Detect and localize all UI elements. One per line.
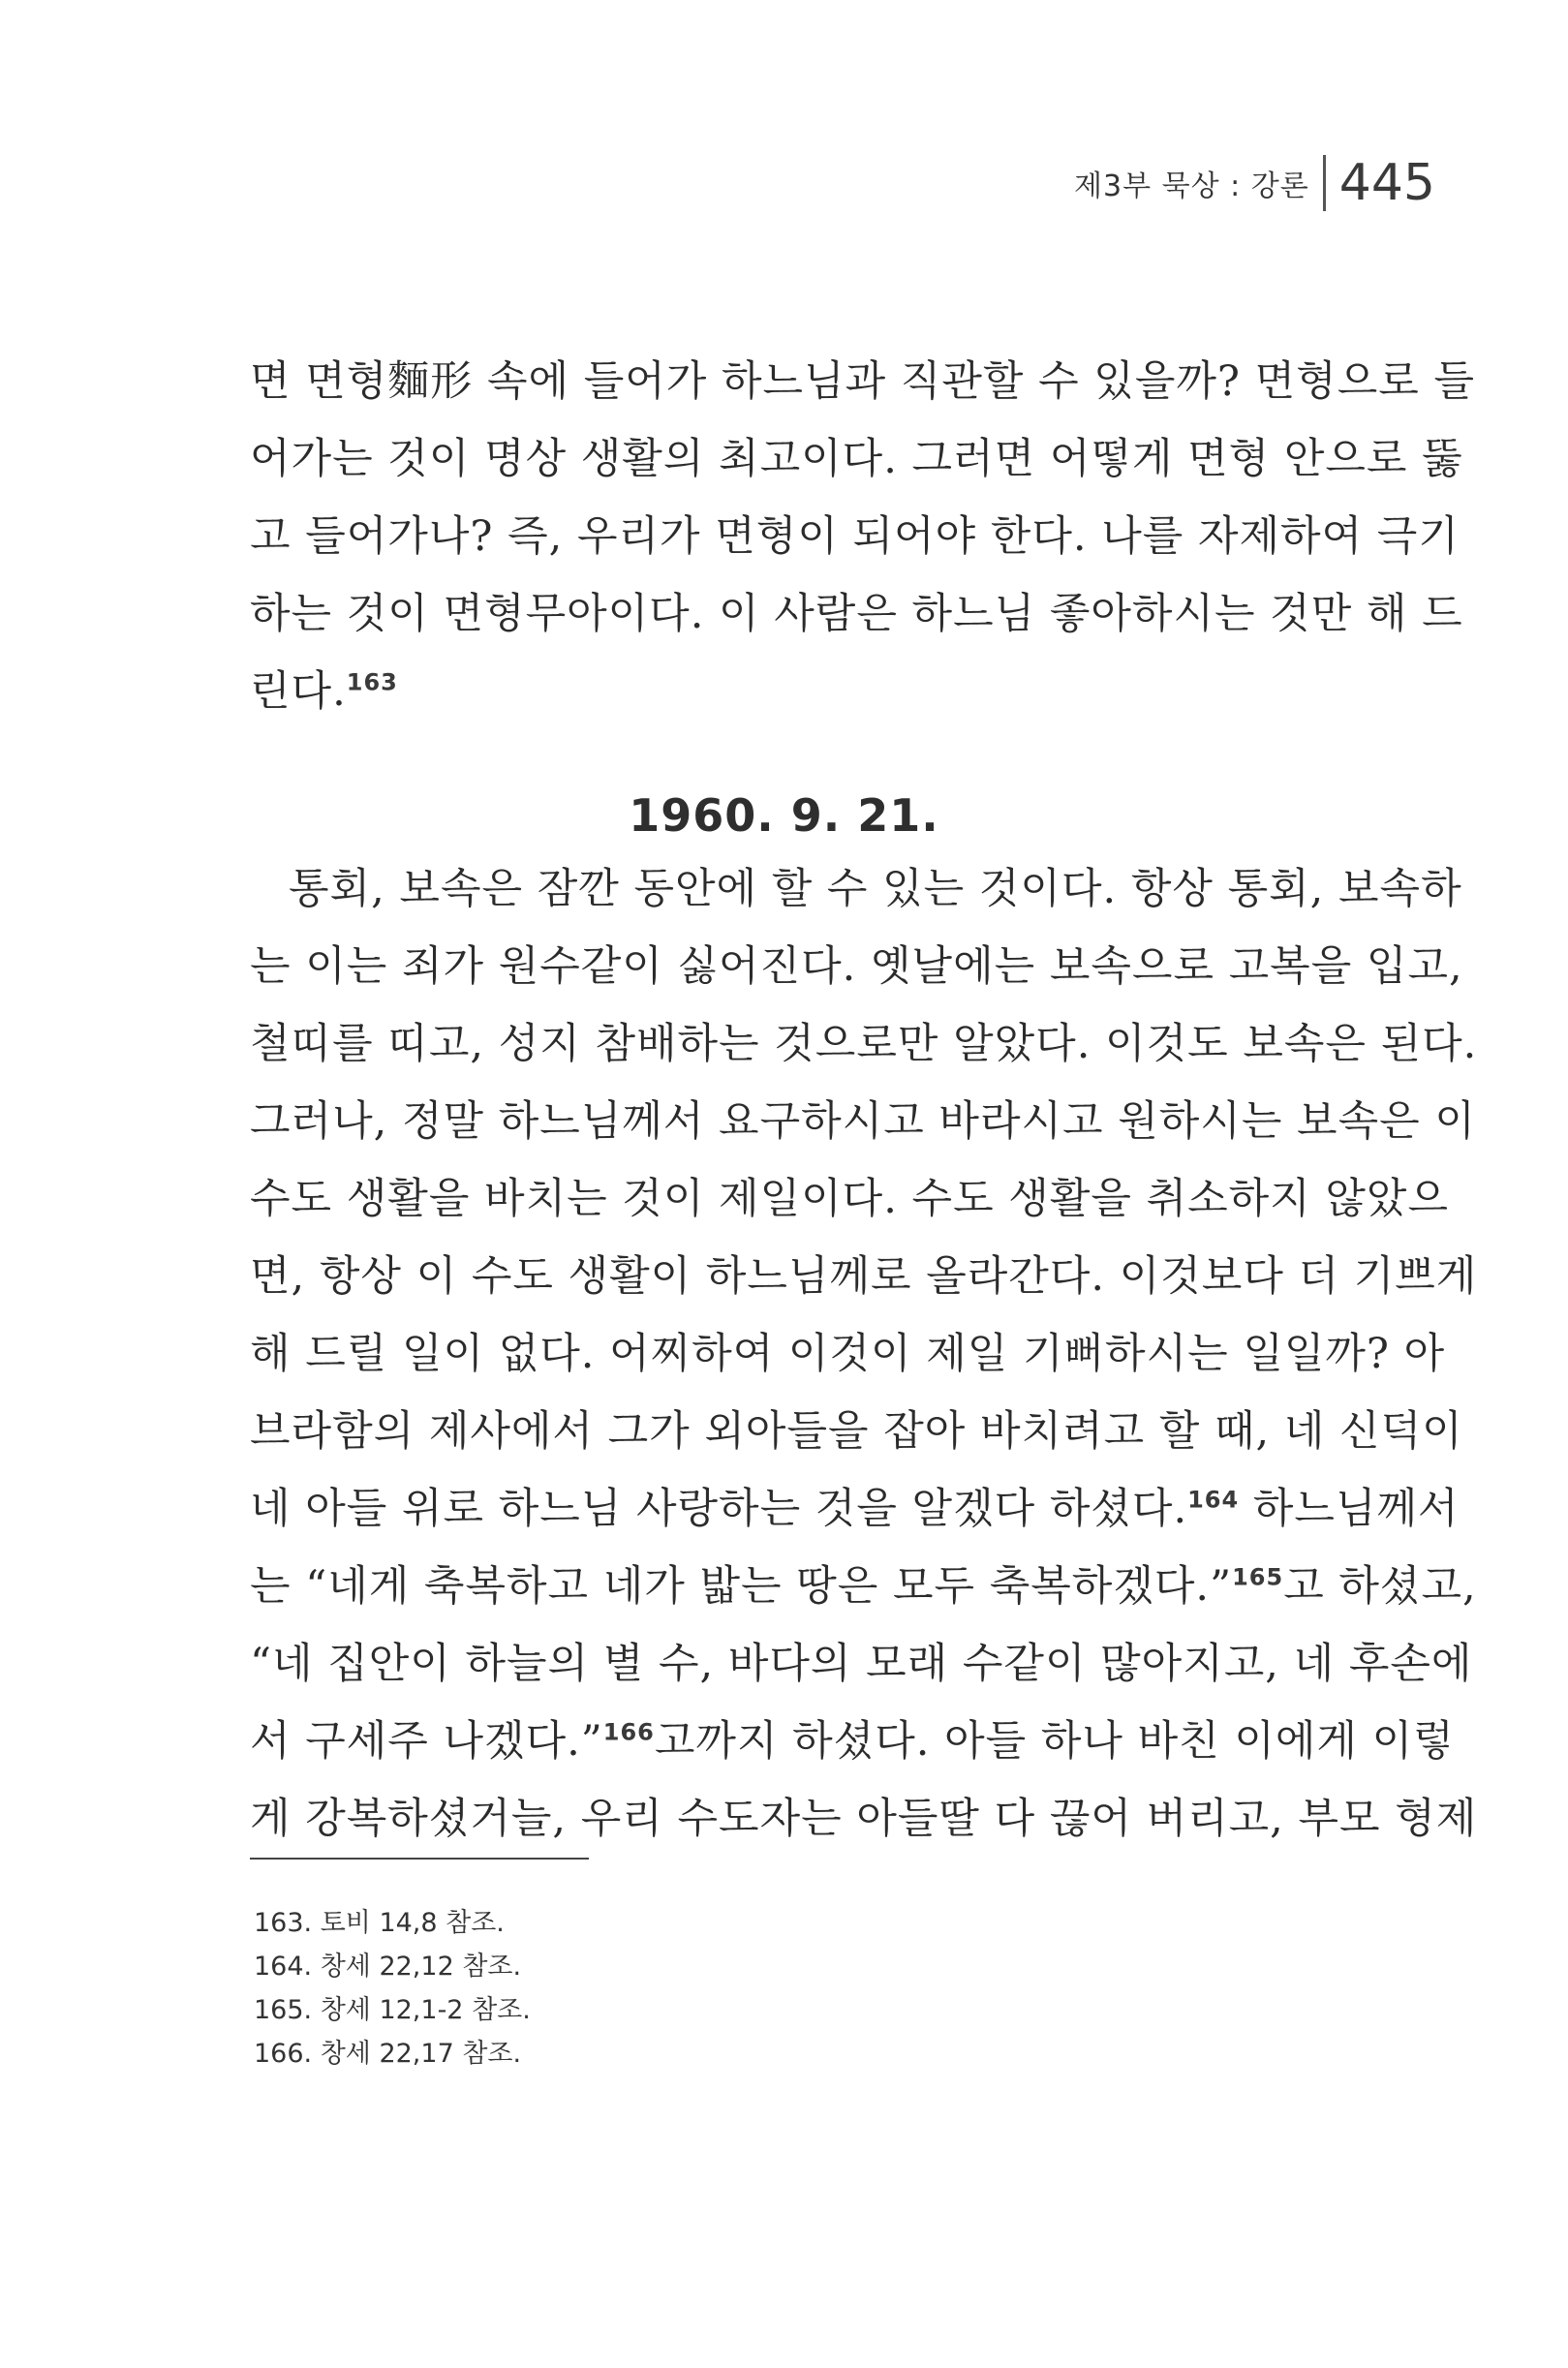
- text-line: 통회, 보속은 잠깐 동안에 할 수 있는 것이다. 항상 통회, 보속하: [289, 865, 1462, 913]
- text-line: [250, 653, 1323, 730]
- header-divider: [1323, 155, 1326, 211]
- footnote-divider: [250, 1858, 589, 1860]
- text-line: 면 면형麵形 속에 들어가 하느님과 직관할 수 있을까? 면형으로 들: [250, 357, 1475, 406]
- text-line: 면, 항상 이 수도 생활이 하느님께로 올라간다. 이것보다 더 기쁘게: [250, 1252, 1478, 1301]
- footnote-ref-164: 164: [1187, 1486, 1240, 1514]
- footnote-ref-165: 165: [1232, 1563, 1284, 1591]
- text-line: [250, 1548, 1477, 1625]
- footnotes: [254, 1901, 1029, 2076]
- text-line: 해 드릴 일이 없다. 어찌하여 이것이 제일 기뻐하시는 일일까? 아: [250, 1330, 1446, 1378]
- text-span: 린다.: [250, 667, 347, 716]
- paragraph-continued: [250, 343, 1475, 730]
- text-span: 네 아들 위로 하느님 사랑하는 것을 알겠다 하셨다.: [250, 1485, 1188, 1533]
- text-line: 게 강복하셨거늘, 우리 수도자는 아들딸 다 끊어 버리고, 부모 형제: [250, 1795, 1478, 1843]
- text-line: 고 들어가나? 즉, 우리가 면형이 되어야 한다. 나를 자제하여 극기: [250, 512, 1460, 561]
- paragraph-main: [250, 850, 1478, 1858]
- footnote-ref-163: 163: [346, 668, 398, 696]
- text-line: [250, 1703, 1455, 1780]
- text-line: 브라함의 제사에서 그가 외아들을 잡아 바치려고 할 때, 네 신덕이: [250, 1407, 1463, 1456]
- footnote-163: 163. 토비 14,8 참조.: [254, 1908, 505, 1938]
- text-line: “네 집안이 하늘의 별 수, 바다의 모래 수같이 많아지고, 네 후손에: [250, 1640, 1473, 1688]
- text-span: 하느님께서: [1239, 1485, 1460, 1533]
- footnote-165: 165. 창세 12,1-2 참조.: [254, 1995, 531, 2025]
- running-title: 제3부 묵상 : 강론: [1074, 169, 1309, 203]
- text-line: 어가는 것이 명상 생활의 최고이다. 그러면 어떻게 면형 안으로 뚫: [250, 435, 1463, 483]
- footnote-166: 166. 창세 22,17 참조.: [254, 2039, 522, 2069]
- text-line: 수도 생활을 바치는 것이 제일이다. 수도 생활을 취소하지 않았으: [250, 1175, 1450, 1223]
- text-line: 그러나, 정말 하느님께서 요구하시고 바라시고 원하시는 보속은 이: [250, 1097, 1476, 1146]
- text-span: 는 “네게 축복하고 네가 밟는 땅은 모두 축복하겠다.”: [250, 1562, 1233, 1611]
- text-line: 철띠를 띠고, 성지 참배하는 것으로만 알았다. 이것도 보속은 된다.: [250, 1020, 1478, 1068]
- running-header: [1074, 147, 1435, 219]
- text-line: [250, 1470, 1460, 1548]
- footnote-ref-166: 166: [602, 1718, 655, 1746]
- text-span: 고 하셨고,: [1283, 1562, 1477, 1611]
- text-line: 는 이는 죄가 원수같이 싫어진다. 옛날에는 보속으로 고복을 입고,: [250, 942, 1463, 991]
- text-span: 서 구세주 나겠다.”: [250, 1717, 603, 1766]
- text-span: 고까지 하셨다. 아들 하나 바친 이에게 이렇: [654, 1717, 1455, 1766]
- date-heading: 1960. 9. 21.: [629, 789, 939, 842]
- page-number: 445: [1338, 154, 1435, 212]
- text-line: 하는 것이 면형무아이다. 이 사람은 하느님 좋아하시는 것만 해 드: [250, 590, 1463, 638]
- footnote-164: 164. 창세 22,12 참조.: [254, 1952, 522, 1982]
